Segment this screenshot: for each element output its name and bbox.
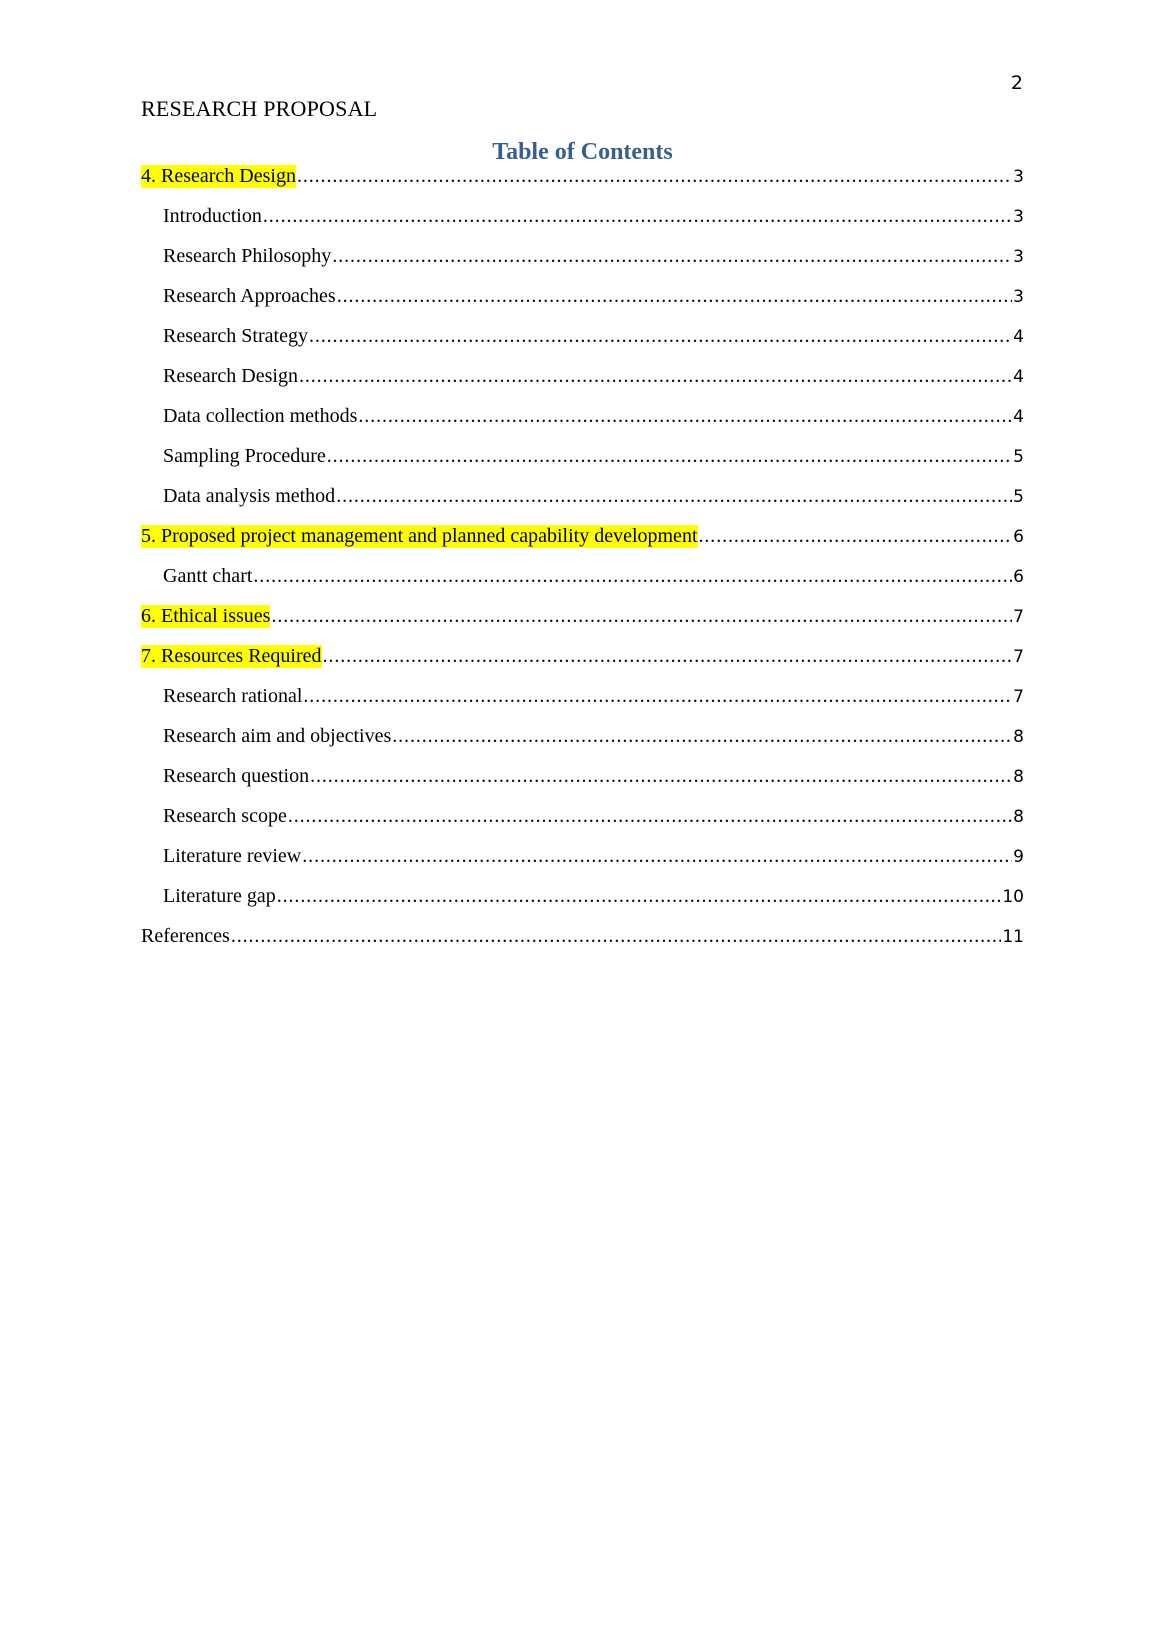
toc-entry-page: 9 bbox=[1013, 847, 1024, 867]
toc-dot-leader bbox=[323, 645, 1013, 668]
toc-dot-leader bbox=[302, 845, 1012, 868]
toc-entry-label: Research Approaches bbox=[163, 285, 336, 307]
toc-entry[interactable] bbox=[141, 325, 1024, 365]
toc-dot-leader bbox=[263, 205, 1012, 228]
toc-dot-leader bbox=[299, 365, 1012, 388]
toc-entry-page: 10 bbox=[1002, 887, 1024, 907]
toc-entry-label: Literature review bbox=[163, 845, 302, 867]
toc-dot-leader bbox=[231, 925, 1002, 948]
toc-entry-page: 3 bbox=[1013, 247, 1024, 267]
toc-entry[interactable] bbox=[141, 605, 1024, 645]
toc-entry-label: Gantt chart bbox=[163, 565, 253, 587]
toc-entry-label: References bbox=[141, 925, 230, 947]
toc-entry[interactable] bbox=[141, 765, 1024, 805]
toc-entry-label: 5. Proposed project management and planned capability development bbox=[141, 525, 698, 547]
toc-entry-page: 7 bbox=[1013, 647, 1024, 667]
toc-title: Table of Contents bbox=[492, 139, 673, 165]
toc-entry-label: 7. Resources Required bbox=[141, 645, 322, 667]
toc-entry[interactable] bbox=[141, 205, 1024, 245]
toc-entry[interactable] bbox=[141, 685, 1024, 725]
toc-entry-page: 8 bbox=[1013, 807, 1024, 827]
toc-list bbox=[141, 165, 1024, 965]
toc-dot-leader bbox=[253, 565, 1012, 588]
page-number: 2 bbox=[1010, 72, 1023, 94]
toc-entry-label: 4. Research Design bbox=[141, 165, 296, 187]
toc-entry-page: 3 bbox=[1013, 287, 1024, 307]
toc-entry[interactable] bbox=[141, 885, 1024, 925]
toc-entry-label: 6. Ethical issues bbox=[141, 605, 271, 627]
toc-dot-leader bbox=[327, 445, 1012, 468]
toc-dot-leader bbox=[332, 245, 1012, 268]
toc-dot-leader bbox=[699, 525, 1013, 548]
toc-dot-leader bbox=[277, 885, 1002, 908]
toc-entry[interactable] bbox=[141, 485, 1024, 525]
toc-entry[interactable] bbox=[141, 285, 1024, 325]
toc-entry[interactable] bbox=[141, 245, 1024, 285]
toc-entry-label: Research Philosophy bbox=[163, 245, 332, 267]
toc-entry-page: 4 bbox=[1013, 407, 1024, 427]
toc-entry-label: Literature gap bbox=[163, 885, 276, 907]
toc-dot-leader bbox=[336, 485, 1012, 508]
toc-entry-page: 3 bbox=[1013, 207, 1024, 227]
toc-entry[interactable] bbox=[141, 565, 1024, 605]
toc-entry-page: 6 bbox=[1013, 527, 1024, 547]
toc-entry-page: 3 bbox=[1013, 167, 1024, 187]
toc-dot-leader bbox=[309, 325, 1012, 348]
toc-dot-leader bbox=[303, 685, 1012, 708]
toc-dot-leader bbox=[358, 405, 1012, 428]
toc-entry-page: 5 bbox=[1013, 447, 1024, 467]
toc-entry[interactable] bbox=[141, 365, 1024, 405]
toc-entry-page: 7 bbox=[1013, 687, 1024, 707]
toc-entry[interactable] bbox=[141, 805, 1024, 845]
toc-entry-label: Introduction bbox=[163, 205, 262, 227]
toc-entry[interactable] bbox=[141, 645, 1024, 685]
toc-entry-label: Data collection methods bbox=[163, 405, 358, 427]
toc-dot-leader bbox=[271, 605, 1012, 628]
toc-entry-label: Research aim and objectives bbox=[163, 725, 392, 747]
toc-entry-page: 11 bbox=[1002, 927, 1024, 947]
toc-entry[interactable] bbox=[141, 725, 1024, 765]
toc-dot-leader bbox=[297, 165, 1012, 188]
toc-entry-label: Research question bbox=[163, 765, 310, 787]
toc-entry-label: Research Design bbox=[163, 365, 298, 387]
toc-entry-page: 5 bbox=[1013, 487, 1024, 507]
toc-dot-leader bbox=[288, 805, 1012, 828]
toc-entry[interactable] bbox=[141, 165, 1024, 205]
toc-entry-label: Research rational bbox=[163, 685, 303, 707]
toc-entry-page: 4 bbox=[1013, 327, 1024, 347]
toc-entry-label: Research Strategy bbox=[163, 325, 308, 347]
toc-dot-leader bbox=[392, 725, 1012, 748]
toc-entry-page: 6 bbox=[1013, 567, 1024, 587]
toc-entry-label: Data analysis method bbox=[163, 485, 336, 507]
toc-entry[interactable] bbox=[141, 445, 1024, 485]
toc-entry-label: Research scope bbox=[163, 805, 287, 827]
toc-entry[interactable] bbox=[141, 925, 1024, 965]
toc-entry-page: 8 bbox=[1013, 727, 1024, 747]
toc-entry[interactable] bbox=[141, 525, 1024, 565]
toc-entry[interactable] bbox=[141, 405, 1024, 445]
toc-entry-page: 4 bbox=[1013, 367, 1024, 387]
running-head: RESEARCH PROPOSAL bbox=[141, 96, 378, 121]
toc-entry-page: 8 bbox=[1013, 767, 1024, 787]
toc-dot-leader bbox=[310, 765, 1012, 788]
toc-entry-page: 7 bbox=[1013, 607, 1024, 627]
toc-entry-label: Sampling Procedure bbox=[163, 445, 326, 467]
toc-entry[interactable] bbox=[141, 845, 1024, 885]
toc-dot-leader bbox=[337, 285, 1012, 308]
